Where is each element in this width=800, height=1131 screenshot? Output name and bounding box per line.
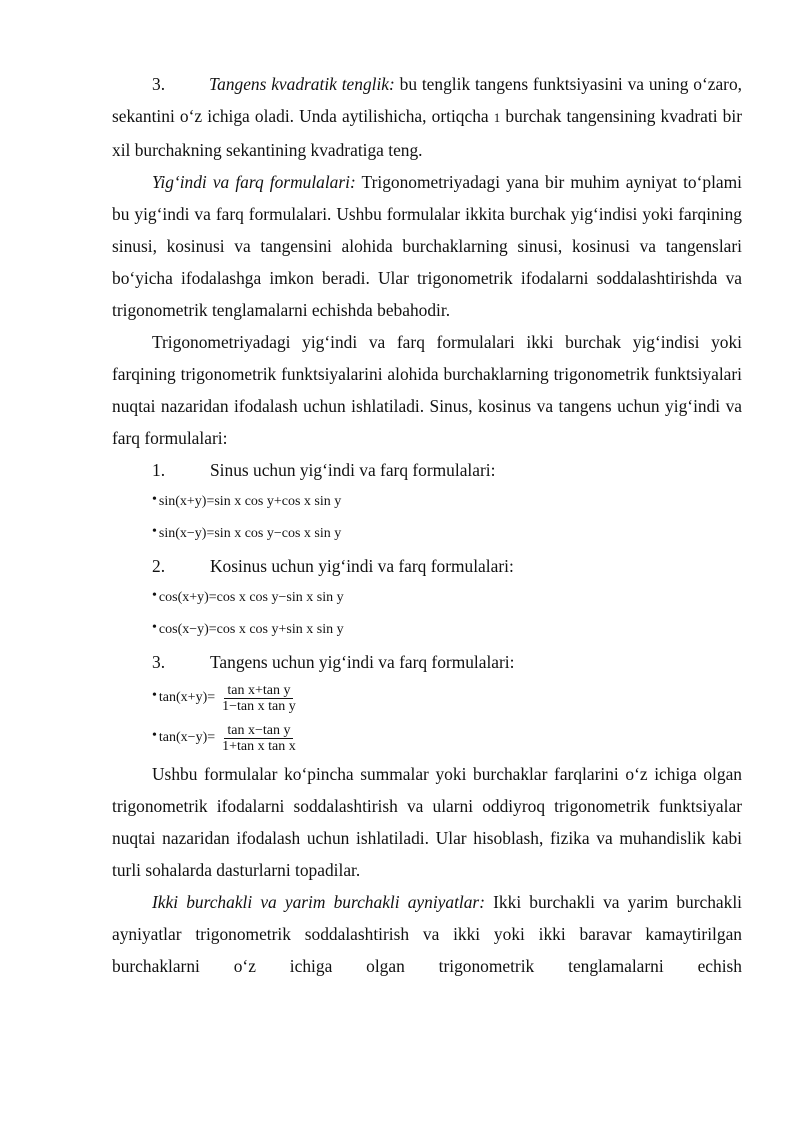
formula-cos-difference — [112, 614, 742, 646]
section-number: 2. — [152, 556, 166, 576]
usage-paragraph: Trigonometriyadagi yig‘indi va farq formulalari ikki burchak yig‘indisi yoki farqining trigonometrik funktsiyalarini alohida burchaklarning trigonometrik funktsiyalari nuqtai nazaridan ifodalash uchun ishlatiladi. Sinus, kosinus va tangens uchun yig‘indi va farq formulalari: — [112, 332, 742, 448]
formula-text: cos(x−y)=cos x cos y+sin x sin y — [158, 622, 344, 637]
fraction-numerator: tan x+tan y — [224, 683, 293, 699]
bullet: • — [152, 728, 157, 743]
formula-text: cos(x+y)=cos x cos y−sin x sin y — [158, 590, 344, 605]
sum-difference-intro-paragraph — [112, 166, 742, 326]
fraction-denominator: 1−tan x tan y — [222, 698, 296, 714]
formula-tan-sum — [112, 678, 742, 718]
bullet: • — [152, 492, 157, 507]
formula-text: sin(x+y)=sin x cos y+cos x sin y — [158, 494, 342, 509]
section-title: Sinus uchun yig‘indi va farq formulalari: — [210, 460, 496, 480]
formula-text: sin(x−y)=sin x cos y−cos x sin y — [158, 526, 342, 541]
formula-sin-difference — [112, 518, 742, 550]
formula-lhs: tan(x−y)= — [158, 730, 216, 745]
fraction-denominator: 1+tan x tan x — [222, 738, 296, 754]
tangent-square-identity-paragraph — [112, 68, 742, 166]
paragraph-text: Ikki burchakli va yarim burchakli ayniyatlar trigonometrik soddalashtirish va ikki yoki ikki baravar kamaytirilgan burchaklarni o‘z ichiga olgan trigonometrik tenglamalarni echish — [112, 892, 742, 976]
formula-lhs: tan(x+y)= — [158, 690, 216, 705]
section-number: 1. — [152, 460, 166, 480]
italic-term: Tangens kvadratik tenglik: — [209, 74, 395, 94]
section-heading-tangent — [112, 646, 742, 678]
bullet: • — [152, 688, 157, 703]
application-paragraph: Ushbu formulalar ko‘pincha summalar yoki burchaklar farqlarini o‘z ichiga olgan trigonometrik ifodalarni soddalashtirish va ularni oddiyroq trigonometrik funktsiyalar nuqtai nazaridan ifodalash uchun ishlatiladi. Ular hisoblash, fizika va muhandislik kabi turli sohalarda dasturlarni topadilar. — [112, 764, 742, 880]
paragraph-text: bu tenglik tangens funktsiyasini va uning o‘zaro, sekantini o‘z ichiga oladi. Unda aytilishicha, ortiqcha — [112, 74, 743, 126]
paragraph-text: Trigonometriyadagi yana bir muhim ayniyat to‘plami bu yig‘indi va farq formulalari. Ushbu formulalar ikkita burchak yig‘indisi yoki farqining sinusi, kosinusi va tangensini alohida burchaklarning sinusi, kosinusi va tangenslari bo‘yicha ifodalashga imkon beradi. Ular trigonometrik ifodalarni soddalashtirishda va trigonometrik tenglamalarni echishda bebahodir. — [112, 172, 742, 320]
bullet: • — [152, 588, 157, 603]
section-heading-cosine — [112, 550, 742, 582]
italic-term: Yig‘indi va farq formulalari: — [152, 172, 356, 192]
section-title: Kosinus uchun yig‘indi va farq formulalari: — [210, 556, 514, 576]
fraction — [219, 683, 299, 714]
fraction — [219, 723, 299, 754]
double-half-angle-paragraph — [112, 886, 742, 982]
section-heading-sine — [112, 454, 742, 486]
italic-term: Ikki burchakli va yarim burchakli ayniyatlar: — [152, 892, 485, 912]
item-number: 3. — [152, 74, 166, 94]
fraction-numerator: tan x−tan y — [224, 723, 293, 739]
paragraph-text: burchak tangensining kvadrati bir xil burchakning sekantining kvadratiga teng. — [112, 106, 742, 160]
formula-sin-sum — [112, 486, 742, 518]
section-number: 3. — [152, 652, 166, 672]
bullet: • — [152, 620, 157, 635]
formula-tan-difference — [112, 718, 742, 758]
section-title: Tangens uchun yig‘indi va farq formulalari: — [210, 652, 515, 672]
number-one: 1 — [493, 110, 501, 125]
document-page — [112, 68, 742, 982]
bullet: • — [152, 524, 157, 539]
formula-cos-sum — [112, 582, 742, 614]
